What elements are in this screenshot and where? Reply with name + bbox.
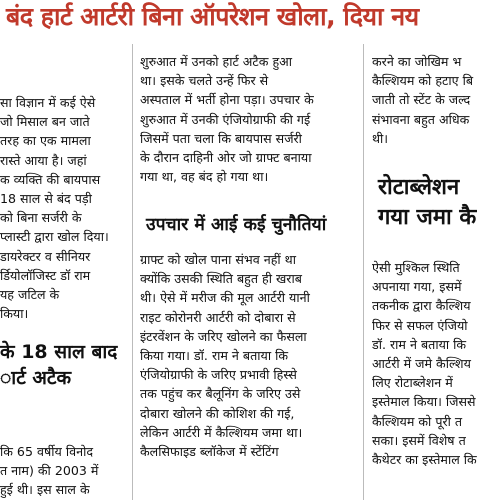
text-line: के दौरान दाहिनी ओर जो ग्राफ्ट बनाया bbox=[140, 149, 312, 165]
column-1-text-a bbox=[0, 93, 124, 323]
text-line: थी। bbox=[372, 130, 389, 146]
text-line: तरह का एक मामला bbox=[0, 133, 91, 149]
text-line: अपनाया गया, इसमें bbox=[372, 279, 462, 295]
text-line: एंजियोग्राफी के जरिए प्रभावी हिस्से bbox=[140, 367, 297, 383]
column-1-subheading bbox=[0, 339, 117, 391]
text-line: डायरेक्टर व सीनियर bbox=[0, 248, 91, 264]
text-line: इस्तेमाल किया। जिससे bbox=[372, 394, 476, 410]
text-line: कैथेटर का इस्तेमाल कि bbox=[372, 451, 477, 467]
column-2-subheading: उपचार में आई कई चुनौतियां bbox=[146, 215, 327, 235]
text-line: जाती तो स्टेंट के जल्द bbox=[372, 92, 471, 108]
text-line: कि 65 वर्षीय विनोद bbox=[0, 444, 94, 459]
text-line: कैलसिफाइड ब्लॉकेज में स्टेंटिंग bbox=[140, 443, 279, 459]
subheading-line: गया जमा कै bbox=[378, 205, 477, 230]
subheading-line: रोटाब्लेशन bbox=[378, 175, 460, 200]
text-line: र्डियोलॉजिस्ट डॉ राम bbox=[0, 267, 91, 283]
text-line: सा विज्ञान में कई ऐसे bbox=[0, 95, 96, 110]
column-1-text-b bbox=[0, 442, 124, 500]
column-2-text-b bbox=[140, 250, 354, 461]
text-line: जो मिसाल बन जाते bbox=[0, 114, 90, 130]
text-line: इंटरवेंशन के जरिए खोलने का फैसला bbox=[140, 328, 307, 344]
text-line: को बिना सर्जरी के bbox=[0, 210, 82, 226]
column-divider-2 bbox=[363, 44, 364, 500]
text-line: 18 साल से बंद पड़ी bbox=[0, 190, 92, 206]
text-line: सका। इसमें विशेष त bbox=[372, 432, 466, 448]
column-3-text-b bbox=[372, 258, 500, 469]
column-divider-1 bbox=[132, 44, 133, 500]
text-line: शुरुआत में उनको हार्ट अटैक हुआ bbox=[140, 54, 293, 69]
text-line: यह जटिल के bbox=[0, 286, 60, 302]
text-line: करने का जोखिम भ bbox=[372, 54, 462, 69]
text-line: दोबारा खोलने की कोशिश की गई, bbox=[140, 405, 295, 421]
subheading-line: के 18 साल बाद bbox=[0, 341, 118, 363]
text-line: हुई थी। इस साल के bbox=[0, 482, 90, 498]
text-line: तक पहुंच कर बैलूनिंग के जरिए उसे bbox=[140, 386, 301, 402]
text-line: लिए रोटाब्लेशन में bbox=[372, 375, 453, 391]
text-line: क्योंकि उसकी स्थिति बहुत ही खराब bbox=[140, 271, 302, 287]
text-line: संभावना बहुत अधिक bbox=[372, 111, 470, 127]
text-line: ऐसी मुश्किल स्थिति bbox=[372, 260, 460, 275]
article-headline: बंद हार्ट आर्टरी बिना ऑपरेशन खोला, दिया नय bbox=[6, 2, 419, 31]
text-line: रास्ते आया है। जहां bbox=[0, 152, 87, 168]
text-line: लेकिन आर्टरी में कैल्शियम जमा था। bbox=[140, 424, 303, 440]
text-line: डॉ. राम ने बताया कि bbox=[372, 336, 467, 352]
text-line: थी। ऐसे में मरीज की मूल आर्टरी यानी bbox=[140, 290, 310, 306]
text-line: शुरुआत में उनकी एंजियोग्राफी की गई bbox=[140, 111, 311, 127]
text-line: किया गया। डॉ. राम ने बताया कि bbox=[140, 347, 289, 363]
text-line: क व्यक्ति की बायपास bbox=[0, 171, 101, 187]
text-line: अस्पताल में भर्ती होना पड़ा। उपचार के bbox=[140, 92, 314, 108]
text-line: राइट कोरोनरी आर्टरी को दोबारा से bbox=[140, 309, 296, 325]
text-line: गया था, वह बंद हो गया था। bbox=[140, 169, 269, 185]
subheading-line: ार्ट अटैक bbox=[0, 367, 72, 389]
column-3-text-a bbox=[372, 52, 500, 148]
text-line: फिर से सफल एंजियो bbox=[372, 317, 468, 333]
text-line: किया। bbox=[0, 306, 29, 322]
text-line: प्लास्टी द्वारा खोल दिया। bbox=[0, 229, 109, 245]
text-line: जिसमें पता चला कि बायपास सर्जरी bbox=[140, 130, 302, 146]
text-line: तकनीक द्वारा कैल्शिय bbox=[372, 298, 471, 314]
text-line: आर्टरी में जमे कैल्शिय bbox=[372, 355, 471, 371]
text-line: था। इसके चलते उन्हें फिर से bbox=[140, 73, 269, 89]
text-line: कैल्शियम को पूरी त bbox=[372, 413, 463, 429]
text-line: त नाम) की 2003 में bbox=[0, 463, 99, 479]
text-line: कैल्शियम को हटाए बि bbox=[372, 73, 474, 89]
column-3-subheading bbox=[378, 173, 476, 233]
column-2-text-a bbox=[140, 52, 354, 186]
text-line: ग्राफ्ट को खोल पाना संभव नहीं था bbox=[140, 252, 296, 267]
